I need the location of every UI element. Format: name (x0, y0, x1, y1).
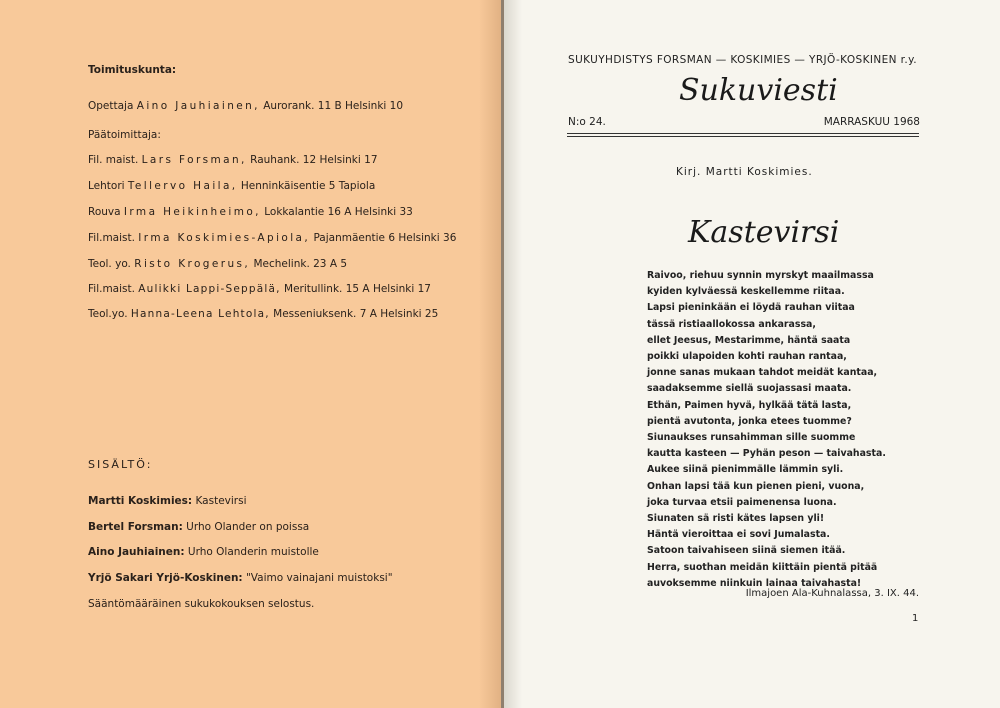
member-entry (88, 258, 347, 270)
poem-line: ellet Jeesus, Mestarimme, häntä saata (647, 334, 851, 346)
editor-address: Aurorank. 11 B Helsinki 10 (263, 100, 404, 112)
contents-author: Bertel Forsman: (88, 521, 183, 533)
contents-title: Kastevirsi (195, 495, 247, 507)
chief-editor-heading: Päätoimittaja: (88, 129, 161, 141)
issue-date: MARRASKUU 1968 (823, 116, 920, 128)
poem-line: Aukee siinä pienimmälle lämmin syli. (647, 464, 844, 476)
poem-line: Lapsi pieninkään ei löydä rauhan viitaa (647, 302, 855, 314)
poem-line: tässä ristiaallokossa ankarassa, (647, 318, 816, 330)
contents-item (88, 521, 309, 533)
poem-line: kautta kasteen — Pyhän peson — taivahasta. (647, 448, 886, 460)
contents-heading: SISÄLTÖ: (88, 458, 153, 471)
poem-line: poikki ulapoiden kohti rauhan rantaa, (647, 351, 847, 363)
member-entry (88, 180, 375, 192)
member-name: Irma Koskimies-Apiola, (138, 232, 311, 244)
poem-line: auvoksemme niinkuin lainaa taivahasta! (647, 577, 862, 589)
member-name: Aulikki Lappi-Seppälä, (138, 283, 281, 295)
member-title: Fil. maist. (88, 154, 139, 166)
poem-line: pientä avutonta, jonka etees tuomme? (647, 415, 852, 427)
member-name: Hanna-Leena Lehtola, (130, 308, 270, 320)
member-address: Lokkalantie 16 A Helsinki 33 (264, 206, 413, 218)
contents-title: "Vaimo vainajani muistoksi" (245, 572, 393, 584)
member-entry (88, 308, 438, 320)
editor-entry (88, 100, 403, 112)
poem-line: saadaksemme siellä suojassasi maata. (647, 383, 852, 395)
contents-item (88, 546, 319, 558)
header-rule (567, 133, 919, 134)
member-entry (88, 154, 378, 166)
editorial-heading: Toimituskunta: (88, 64, 177, 76)
member-address: Messeniuksenk. 7 A Helsinki 25 (273, 308, 439, 320)
member-title: Rouva (88, 206, 121, 218)
member-title: Fil.maist. (88, 232, 135, 244)
member-title: Teol. yo. (88, 258, 131, 270)
member-name: Irma Heikinheimo, (123, 206, 261, 218)
member-name: Lars Forsman, (141, 154, 247, 166)
member-name: Risto Krogerus, (134, 258, 251, 270)
member-address: Pajanmäentie 6 Helsinki 36 (313, 232, 457, 244)
member-title: Lehtori (88, 180, 125, 192)
poem-line: jonne sanas mukaan tahdot meidät kantaa, (647, 367, 878, 379)
poem-line: Ethän, Paimen hyvä, hylkää tätä lasta, (647, 399, 852, 411)
masthead-title: Sukuviesti (679, 73, 838, 108)
contents-author: Martti Koskimies: (88, 495, 193, 507)
contents-author: Yrjö Sakari Yrjö-Koskinen: (88, 572, 243, 584)
poem-title: Kastevirsi (688, 215, 840, 250)
member-address: Meritullink. 15 A Helsinki 17 (284, 283, 431, 295)
page-number: 1 (912, 613, 919, 624)
contents-item (88, 572, 393, 584)
member-entry (88, 206, 413, 218)
poem-signature: Ilmajoen Ala-Kuhnalassa, 3. IX. 44. (745, 588, 919, 599)
member-entry (88, 232, 456, 244)
editor-name: Aino Jauhiainen, (136, 100, 260, 112)
issue-number: N:o 24. (568, 116, 606, 128)
article-author: Kirj. Martti Koskimies. (676, 166, 813, 178)
member-title: Fil.maist. (88, 283, 135, 295)
poem-line: Satoon taivahiseen siinä siemen itää. (647, 545, 846, 557)
society-header: SUKUYHDISTYS FORSMAN — KOSKIMIES — YRJÖ-KOSKINEN r.y. (568, 54, 918, 66)
contents-title: Urho Olander on poissa (186, 521, 310, 533)
member-address: Rauhank. 12 Helsinki 17 (250, 154, 378, 166)
header-rule (567, 136, 919, 137)
poem-line: Siunaukses runsahimman sille suomme (647, 432, 856, 444)
member-entry (88, 283, 431, 295)
poem-line: Herra, suothan meidän kiittäin pientä pitää (647, 561, 878, 573)
poem-line: Raivoo, riehuu synnin myrskyt maailmassa (647, 270, 874, 281)
poem-line: Häntä vieroittaa ei sovi Jumalasta. (647, 529, 830, 541)
contents-author: Aino Jauhiainen: (88, 546, 185, 558)
contents-item: Sääntömääräinen sukukokouksen selostus. (88, 598, 315, 610)
poem-body (647, 268, 927, 592)
poem-line: kyiden kylväessä keskellemme riitaa. (647, 286, 845, 298)
contents-item (88, 495, 247, 507)
member-title: Teol.yo. (88, 308, 128, 320)
poem-line: Siunaten sä risti kätes lapsen yli! (647, 513, 825, 525)
poem-line: joka turvaa etsii paimenensa luona. (647, 496, 837, 508)
editor-title: Opettaja (88, 100, 134, 112)
member-address: Mechelink. 23 A 5 (253, 258, 348, 270)
contents-title: Urho Olanderin muistolle (187, 546, 319, 558)
poem-line: Onhan lapsi tää kun pienen pieni, vuona, (647, 480, 865, 492)
member-name: Tellervo Haila, (127, 180, 238, 192)
member-address: Henninkäisentie 5 Tapiola (240, 180, 376, 192)
